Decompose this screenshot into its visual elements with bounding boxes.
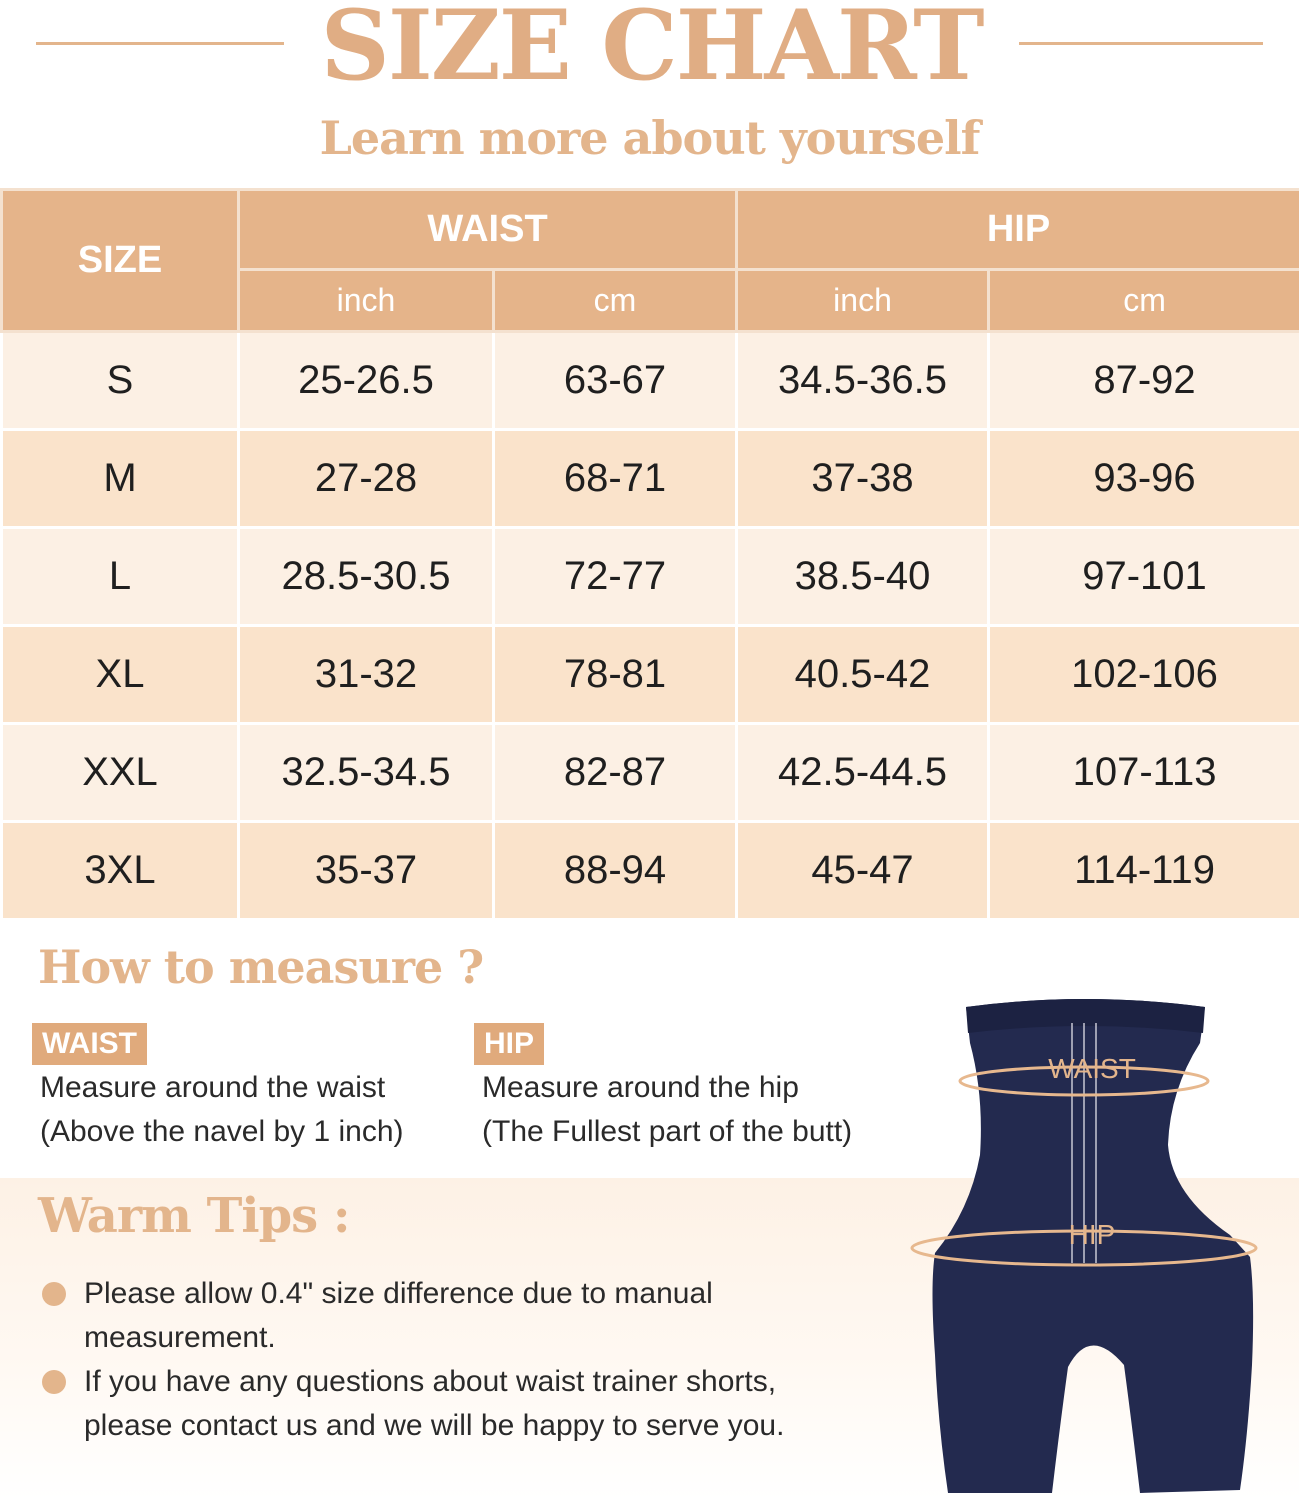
hip-cm-header: cm: [989, 270, 1299, 332]
list-item: [40, 1272, 860, 1360]
waist-cm-cell: 82-87: [494, 724, 737, 822]
waist-cm-cell: 78-81: [494, 626, 737, 724]
size-cell: XXL: [2, 724, 239, 822]
size-column-header: SIZE: [2, 190, 239, 332]
hip-cm-cell: 107-113: [989, 724, 1299, 822]
bullet-dot-icon: [42, 1282, 66, 1306]
hip-inch-cell: 38.5-40: [737, 528, 989, 626]
page-title: SIZE CHART: [320, 0, 983, 102]
hip-cm-cell: 93-96: [989, 430, 1299, 528]
waist-column-header: WAIST: [239, 190, 737, 270]
size-cell: 3XL: [2, 822, 239, 920]
waist-inch-cell: 28.5-30.5: [239, 528, 494, 626]
size-cell: M: [2, 430, 239, 528]
waist-inch-cell: 32.5-34.5: [239, 724, 494, 822]
page-subtitle: Learn more about yourself: [319, 111, 980, 165]
size-cell: S: [2, 332, 239, 430]
waist-inch-header: inch: [239, 270, 494, 332]
waist-cm-header: cm: [494, 270, 737, 332]
hip-cm-cell: 102-106: [989, 626, 1299, 724]
hip-column-header: HIP: [737, 190, 1299, 270]
hip-instructions: [482, 1066, 852, 1154]
hip-inch-cell: 40.5-42: [737, 626, 989, 724]
size-chart-table: [0, 188, 1299, 921]
figure-hip-label: HIP: [1068, 1219, 1116, 1250]
waist-trainer-shorts-illustration: [900, 995, 1270, 1500]
table-header-row: [2, 190, 1299, 270]
waist-instructions: [40, 1066, 404, 1154]
table-row: [2, 626, 1299, 724]
table-row: [2, 822, 1299, 920]
hip-inch-cell: 45-47: [737, 822, 989, 920]
bullet-dot-icon: [42, 1370, 66, 1394]
title-divider-left: [36, 42, 284, 45]
hip-cm-cell: 87-92: [989, 332, 1299, 430]
hip-instruction-line: Measure around the hip: [482, 1071, 799, 1104]
size-cell: XL: [2, 626, 239, 724]
waist-instruction-line: Measure around the waist: [40, 1071, 386, 1104]
title-divider-right: [1019, 42, 1263, 45]
figure-waist-label: WAIST: [1048, 1053, 1136, 1084]
waist-inch-cell: 31-32: [239, 626, 494, 724]
hip-instruction-note: (The Fullest part of the butt): [482, 1115, 853, 1148]
tip-text: If you have any questions about waist trainer shorts, please contact us and we will be happy to serve you.: [84, 1365, 785, 1442]
table-row: [2, 332, 1299, 430]
waist-cm-cell: 63-67: [494, 332, 737, 430]
waist-cm-cell: 72-77: [494, 528, 737, 626]
hip-cm-cell: 97-101: [989, 528, 1299, 626]
waist-inch-cell: 25-26.5: [239, 332, 494, 430]
waist-instruction-note: (Above the navel by 1 inch): [40, 1115, 404, 1148]
hip-inch-cell: 34.5-36.5: [737, 332, 989, 430]
waist-inch-cell: 27-28: [239, 430, 494, 528]
table-row: [2, 430, 1299, 528]
list-item: [40, 1360, 860, 1448]
hip-inch-cell: 37-38: [737, 430, 989, 528]
table-row: [2, 528, 1299, 626]
hip-inch-cell: 42.5-44.5: [737, 724, 989, 822]
table-row: [2, 724, 1299, 822]
hip-cm-cell: 114-119: [989, 822, 1299, 920]
waist-inch-cell: 35-37: [239, 822, 494, 920]
size-cell: L: [2, 528, 239, 626]
title-row: [0, 0, 1299, 100]
waist-tag: WAIST: [32, 1023, 147, 1065]
hip-inch-header: inch: [737, 270, 989, 332]
waist-cm-cell: 68-71: [494, 430, 737, 528]
warm-tips-heading: Warm Tips :: [38, 1188, 350, 1244]
tips-list: [40, 1272, 860, 1448]
hip-tag: HIP: [474, 1023, 544, 1065]
tip-text: Please allow 0.4" size difference due to manual measurement.: [84, 1277, 713, 1354]
waist-cm-cell: 88-94: [494, 822, 737, 920]
how-to-measure-heading: How to measure ?: [38, 940, 484, 994]
